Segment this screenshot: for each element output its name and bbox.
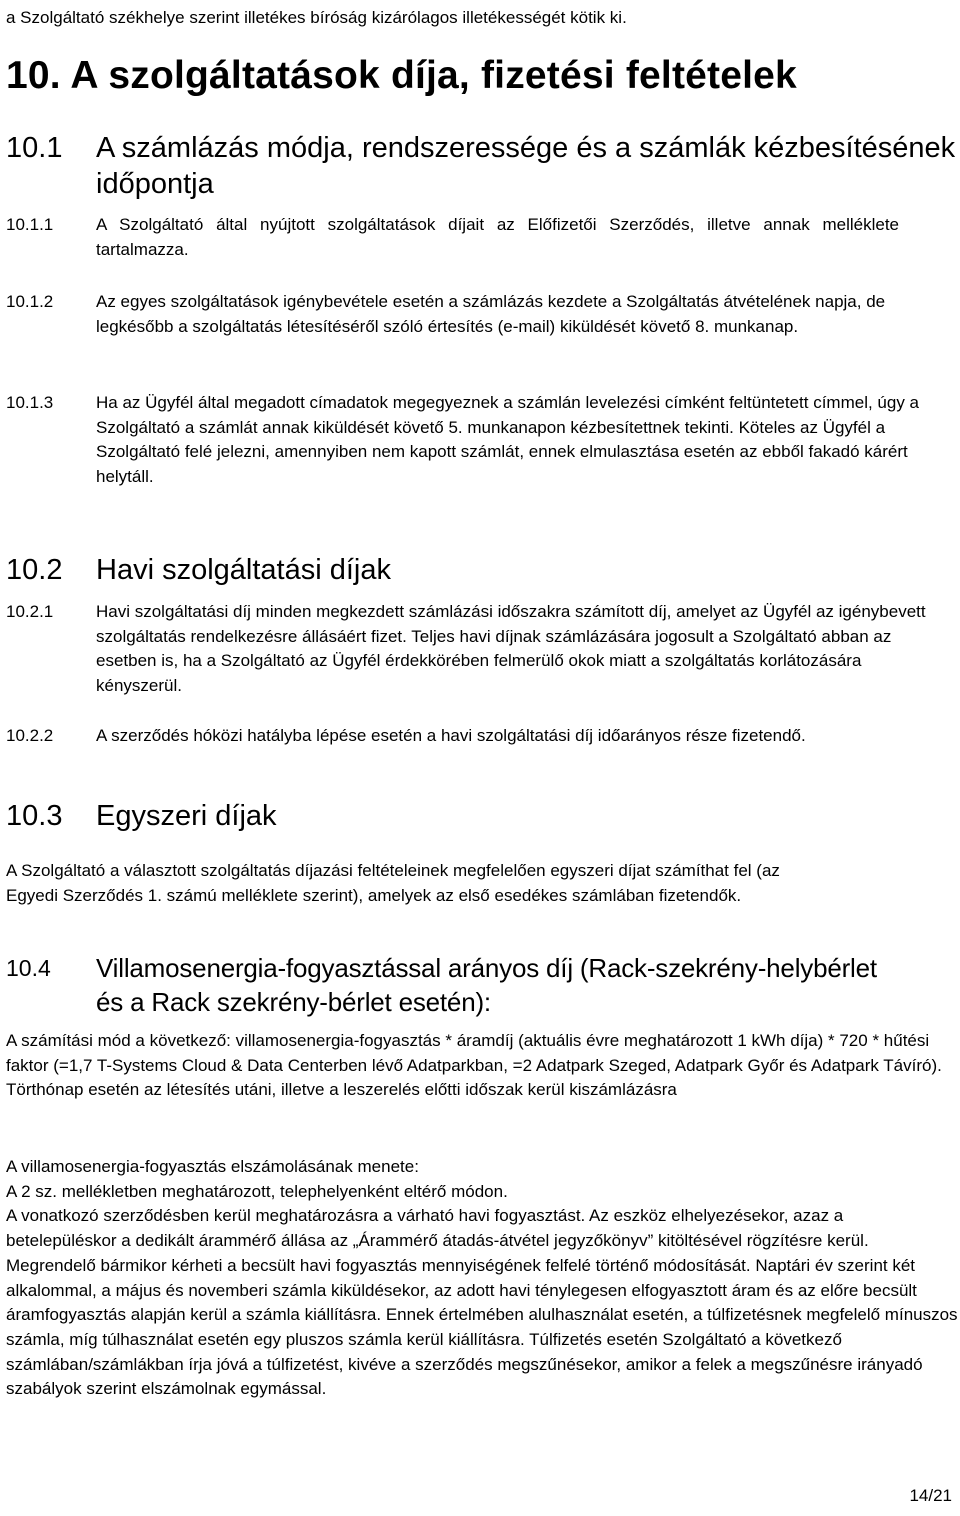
section-10-2-title: Havi szolgáltatási díjak bbox=[96, 554, 391, 586]
item-10-1-2-number: 10.1.2 bbox=[6, 292, 54, 311]
section-10-1-title: A számlázás módja, rendszeressége és a számlák kézbesítésének időpontja bbox=[96, 132, 956, 200]
item-10-2-1-text: Havi szolgáltatási díj minden megkezdett számlázási időszakra számított díj, amelyet az Ügyfél az igénybevett szolgáltatás rendelkezésre állásáért fizet. Teljes havi díjnak számlázására jogosult a Szolgáltató abban az esetben is, ha a Szolgáltató az Ügyfél érdekkörében felmerülő okok miatt a szolgáltatás korlátozására kényszerül. bbox=[96, 602, 926, 696]
settlement-appendix-line: A 2 sz. mellékletben meghatározott, telephelyenként eltérő módon. bbox=[6, 1181, 508, 1201]
section-10-4-number: 10.4 bbox=[6, 955, 51, 981]
section-10-4-formula-text: A számítási mód a következő: villamosenergia-fogyasztás * áramdíj (aktuális évre meghatározott 1 kWh díja) * 720 * hűtési faktor (=1,7 T-Systems Cloud & Data Centerben lévő Adatparkban, =2 Adatpark Szeged, Adatpark Győr és Adatpark Távíró). Törthónap esetén az létesítés utáni, illetve a leszerelés előtti időszak kerül kiszámlázásra bbox=[6, 1031, 942, 1100]
item-10-2-1-number: 10.2.1 bbox=[6, 602, 54, 621]
section-10-3-title: Egyszeri díjak bbox=[96, 800, 277, 832]
section-10-4-settlement-text bbox=[6, 1155, 958, 1402]
section-10-2-number: 10.2 bbox=[6, 554, 63, 586]
settlement-body: A vonatkozó szerződésben kerül meghatározásra a várható havi fogyasztást. Az eszköz elhelyezésekor, azaz a betelepüléskor a dedikált árammérő állása az „Árammérő átadás-átvétel jegyzőkönyv” kitöltésével rögzítésre kerül. Megrendelő bármikor kérheti a becsült havi fogyasztás mennyiségének felfelé történő módosítását. Naptári év szerint két alkalommal, a május és novemberi számla kiküldésekor, az adott havi ténylegesen elfogyasztott áram és az előre becsült áramfogyasztás alapján kerül a számla kiállításra. Ennek értelmében alulhasználat esetén, a túlfizetésnek megfelelő mínuszos számla, míg túlhasználat esetén egy pluszos számla kerül kiállításra. Túlfizetés esetén Szolgáltató a következő számlában/számlákban írja jóvá a túlfizetést, kivéve a szerződés megszűnésekor, amikor a felek a megszűnésre irányadó szabályok szerint elszámolnak egymással. bbox=[6, 1206, 958, 1399]
section-10-3-text: A Szolgáltató a választott szolgáltatás díjazási feltételeinek megfelelően egyszeri díjat számíthat fel (az Egyedi Szerződés 1. számú melléklete szerint), amelyek az első esedékes számlában fizetendők. bbox=[6, 861, 780, 905]
item-10-1-2-text: Az egyes szolgáltatások igénybevétele esetén a számlázás kezdete a Szolgáltatás átvételének napja, de legkésőbb a szolgáltatás létesítéséről szóló értesítés (e-mail) kiküldését követő 8. munkanap. bbox=[96, 292, 886, 336]
item-10-2-2-number: 10.2.2 bbox=[6, 726, 54, 745]
section-10-4-title: Villamosenergia-fogyasztással arányos díj (Rack-szekrény-helybérlet és a Rack szekrény-bérlet esetén): bbox=[96, 953, 877, 1017]
section-10-3-number: 10.3 bbox=[6, 800, 63, 832]
item-10-1-1-number: 10.1.1 bbox=[6, 215, 54, 234]
item-10-2-2-text: A szerződés hóközi hatályba lépése esetén a havi szolgáltatási díj időarányos része fizetendő. bbox=[96, 726, 806, 745]
item-10-1-3-number: 10.1.3 bbox=[6, 393, 54, 412]
item-10-1-3-text: Ha az Ügyfél által megadott címadatok megegyeznek a számlán levelezési címként feltüntetett címmel, úgy a Szolgáltató a számlát annak kiküldését követő 5. munkanapon kézbesítettnek tekinti. Köteles az Ügyfél a Szolgáltató felé jelezni, amennyiben nem kapott számlát, ennek elmulasztása esetén az ebből fakadó kárért helytáll. bbox=[96, 393, 920, 487]
page-number: 14/21 bbox=[909, 1486, 952, 1505]
item-10-1-1-text: A Szolgáltató által nyújtott szolgáltatások díjait az Előfizetői Szerződés, illetve annak melléklete tartalmazza. bbox=[96, 215, 899, 259]
intro-sentence: a Szolgáltató székhelye szerint illetékes bíróság kizárólagos illetékességét kötik ki. bbox=[6, 8, 627, 27]
settlement-heading: A villamosenergia-fogyasztás elszámolásának menete: bbox=[6, 1157, 419, 1176]
section-10-1-number: 10.1 bbox=[6, 132, 63, 164]
section-10-title: 10. A szolgáltatások díja, fizetési feltételek bbox=[6, 54, 797, 97]
